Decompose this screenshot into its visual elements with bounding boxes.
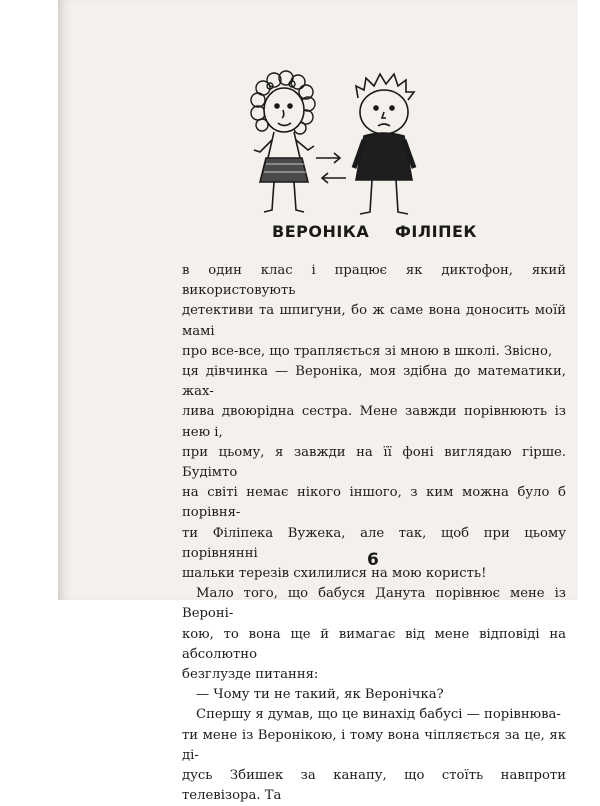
dialogue-line: — Чому ти не такий, як Веронічка? [196,687,444,703]
text-line: в один клас і працює як диктофон, який використовують [182,263,566,299]
text-line: при цьому, я завжди на її фоні виглядаю гірше. Будімто [182,444,566,481]
text-line: Спершу я думав, що це винахід бабусі — порівнюва- [196,707,561,723]
text-line: дусь Збишек за канапу, що стоїть навпроти телевізора. Та [182,768,566,804]
text-line: детективи та шпигуни, бо ж саме вона доносить моїй мамі [182,303,566,339]
text-line: на світі немає нікого іншого, з ким можна було б порівня- [182,485,566,521]
comparison-arrows [316,153,346,183]
text-line: ти мене із Веронікою, і тому вона чіпляється за це, як ді- [182,727,566,763]
text-line: шальки терезів схилилися на мою користь! [182,566,487,582]
page-number: 6 [367,550,379,570]
text-line: ця дівчинка — Вероніка, моя здібна до математики, жах- [182,364,566,400]
text-line: кою, то вона ще й вимагає від мене відповіді на абсолютно [182,626,566,662]
text-line: ти Філіпека Вужека, але так, щоб при цьому порівнянні [182,525,566,561]
text-line: про все-все, що трапляється зі мною в школі. Звісно, [182,343,553,359]
veronika-figure [251,71,315,212]
text-line: безглузде питання: [182,667,319,683]
veronika-label: ВЕРОНІКА [272,222,370,241]
filipek-label: ФІЛІПЕК [395,222,477,241]
children-illustration [208,40,448,230]
body-text [182,261,566,806]
text-line: лива двоюрідна сестра. Мене завжди порівнюють із нею і, [182,404,566,440]
text-line: Мало того, що бабуся Данута порівнює мене із Веронi- [182,586,566,622]
filipek-figure [354,74,414,214]
book-page [58,0,578,804]
